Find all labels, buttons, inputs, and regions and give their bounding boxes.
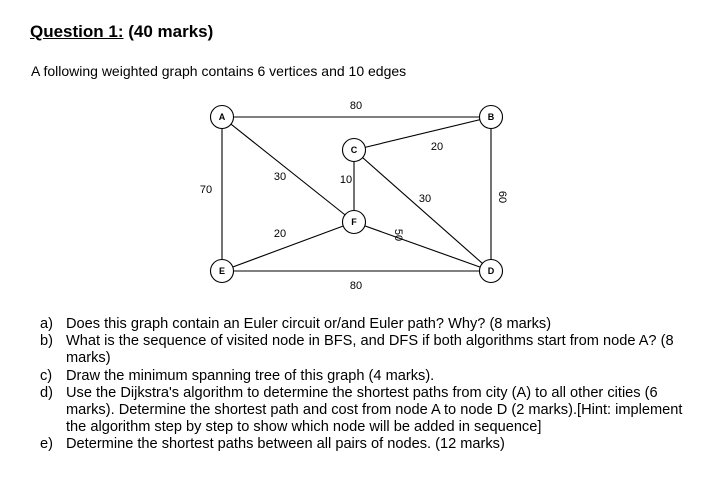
question-marker: b) xyxy=(40,333,53,350)
question-marker: d) xyxy=(40,384,53,401)
question-item xyxy=(40,436,700,453)
edge-f-d xyxy=(354,222,491,271)
node-label: C xyxy=(350,144,358,155)
intro-text: A following weighted graph contains 6 vertices and 10 edges xyxy=(31,63,407,79)
edge-weight-label: 20 xyxy=(273,227,287,240)
node-f xyxy=(343,211,366,234)
edge-weight-label: 20 xyxy=(430,140,444,153)
question-list xyxy=(40,316,700,454)
edge-weight-label: 30 xyxy=(418,192,432,205)
edge-c-d xyxy=(354,150,491,271)
node-label: F xyxy=(351,216,357,227)
edge-weight-label: 10 xyxy=(339,173,353,186)
question-marks: (40 marks) xyxy=(128,22,214,41)
question-marker: c) xyxy=(40,367,53,384)
edge-weight-label: 60 xyxy=(496,190,509,204)
question-text: What is the sequence of visited node in BFS, and DFS if both algorithms start from node A? (8 marks) xyxy=(66,333,674,367)
question-item xyxy=(40,316,700,333)
question-item xyxy=(40,333,700,367)
node-label: D xyxy=(487,265,495,276)
edge-e-f xyxy=(222,222,354,271)
edge-weight-label: 30 xyxy=(273,170,287,183)
node-label: E xyxy=(218,265,226,276)
edge-weight-label: 50 xyxy=(392,228,405,242)
edge-weight-label: 80 xyxy=(349,279,363,292)
question-item xyxy=(40,368,700,385)
question-marker: e) xyxy=(40,436,53,453)
question-text: Determine the shortest paths between all pairs of nodes. (12 marks) xyxy=(66,436,505,453)
question-text: Use the Dijkstra's algorithm to determine the shortest paths from city (A) to all other cities (6 marks). Determine the shortest path and cost from node A to node D (2 marks).[Hint: implement the algorithm step by step to show which node will be added in sequence] xyxy=(66,384,683,436)
node-c xyxy=(343,139,366,162)
node-label: B xyxy=(487,111,495,122)
node-a xyxy=(211,106,234,129)
question-text: Does this graph contain an Euler circuit or/and Euler path? Why? (8 marks) xyxy=(66,316,552,332)
edge-a-f xyxy=(222,117,354,222)
node-e xyxy=(211,260,234,283)
node-b xyxy=(480,106,503,129)
node-d xyxy=(480,260,503,283)
edge-c-b xyxy=(354,117,491,150)
edge-weight-label: 80 xyxy=(349,99,363,112)
question-marker: a) xyxy=(40,316,53,332)
node-label: A xyxy=(218,111,226,122)
edge-weight-label: 70 xyxy=(199,183,213,196)
question-item xyxy=(40,385,700,437)
question-text: Draw the minimum spanning tree of this graph (4 marks). xyxy=(66,367,435,384)
question-number: Question 1: xyxy=(30,22,124,41)
